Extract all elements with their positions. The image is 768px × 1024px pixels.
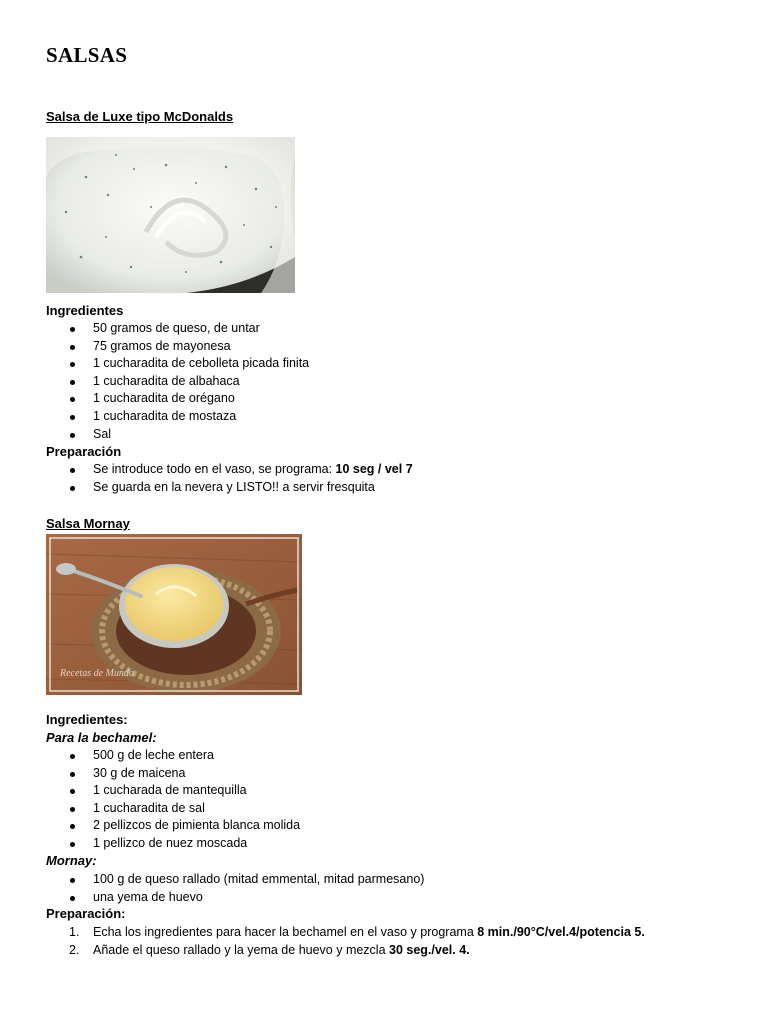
list-item: 75 gramos de mayonesa (46, 338, 309, 356)
list-item: 1 pellizco de nuez moscada (46, 835, 300, 853)
step-number: 2. (69, 942, 80, 957)
list-item: 1 cucharadita de orégano (46, 390, 309, 408)
step-setting: 30 seg./vel. 4. (389, 942, 470, 957)
list-item: 1 cucharadita de albahaca (46, 373, 309, 391)
list-item (46, 942, 645, 960)
list-item: 1 cucharadita de mostaza (46, 408, 309, 426)
list-item: 50 gramos de queso, de untar (46, 320, 309, 338)
page-title: SALSAS (46, 43, 128, 67)
photo-watermark: Recetas de Mundo (60, 668, 134, 679)
preparation-list (46, 461, 413, 496)
ingredients-list (46, 320, 309, 443)
bechamel-label: Para la bechamel: (46, 730, 157, 745)
list-item: 500 g de leche entera (46, 747, 300, 765)
mornay-label: Mornay: (46, 853, 97, 868)
list-item (46, 461, 413, 479)
list-item: 30 g de maicena (46, 765, 300, 783)
list-item: Se guarda en la nevera y LISTO!! a servir fresquita (46, 479, 413, 497)
step-text: Echa los ingredientes para hacer la bechamel en el vaso y programa (93, 925, 478, 939)
mornay-list (46, 871, 424, 906)
preparation-label: Preparación: (46, 906, 126, 921)
list-item: Sal (46, 426, 309, 444)
sauce-deluxe-image (46, 137, 295, 293)
list-item: 100 g de queso rallado (mitad emmental, mitad parmesano) (46, 871, 424, 889)
preparation-label: Preparación (46, 444, 122, 459)
list-item: 1 cucharadita de sal (46, 800, 300, 818)
list-item: 1 cucharadita de cebolleta picada finita (46, 355, 309, 373)
sauce-mornay-photo (46, 534, 302, 695)
ingredients-label: Ingredientes: (46, 712, 128, 727)
step-text: Añade el queso rallado y la yema de huevo y mezcla (93, 942, 390, 957)
step-setting: 8 min./90°C/vel.4/potencia 5. (477, 925, 645, 939)
bechamel-list (46, 747, 300, 853)
preparation-steps (46, 924, 645, 959)
step-setting: 10 seg / vel 7 (335, 462, 413, 476)
sauce-deluxe-photo (46, 137, 295, 293)
list-item: 1 cucharada de mantequilla (46, 782, 300, 800)
step-number: 1. (69, 925, 80, 939)
list-item (46, 924, 645, 942)
list-item: 2 pellizcos de pimienta blanca molida (46, 817, 300, 835)
step-text: Se introduce todo en el vaso, se programa: (93, 462, 336, 476)
sauce-mornay-image (46, 534, 302, 695)
recipe-title-salsa-deluxe: Salsa de Luxe tipo McDonalds (46, 109, 234, 124)
recipe-title-salsa-mornay: Salsa Mornay (46, 516, 130, 531)
ingredients-label: Ingredientes (46, 303, 124, 318)
list-item: una yema de huevo (46, 889, 424, 907)
